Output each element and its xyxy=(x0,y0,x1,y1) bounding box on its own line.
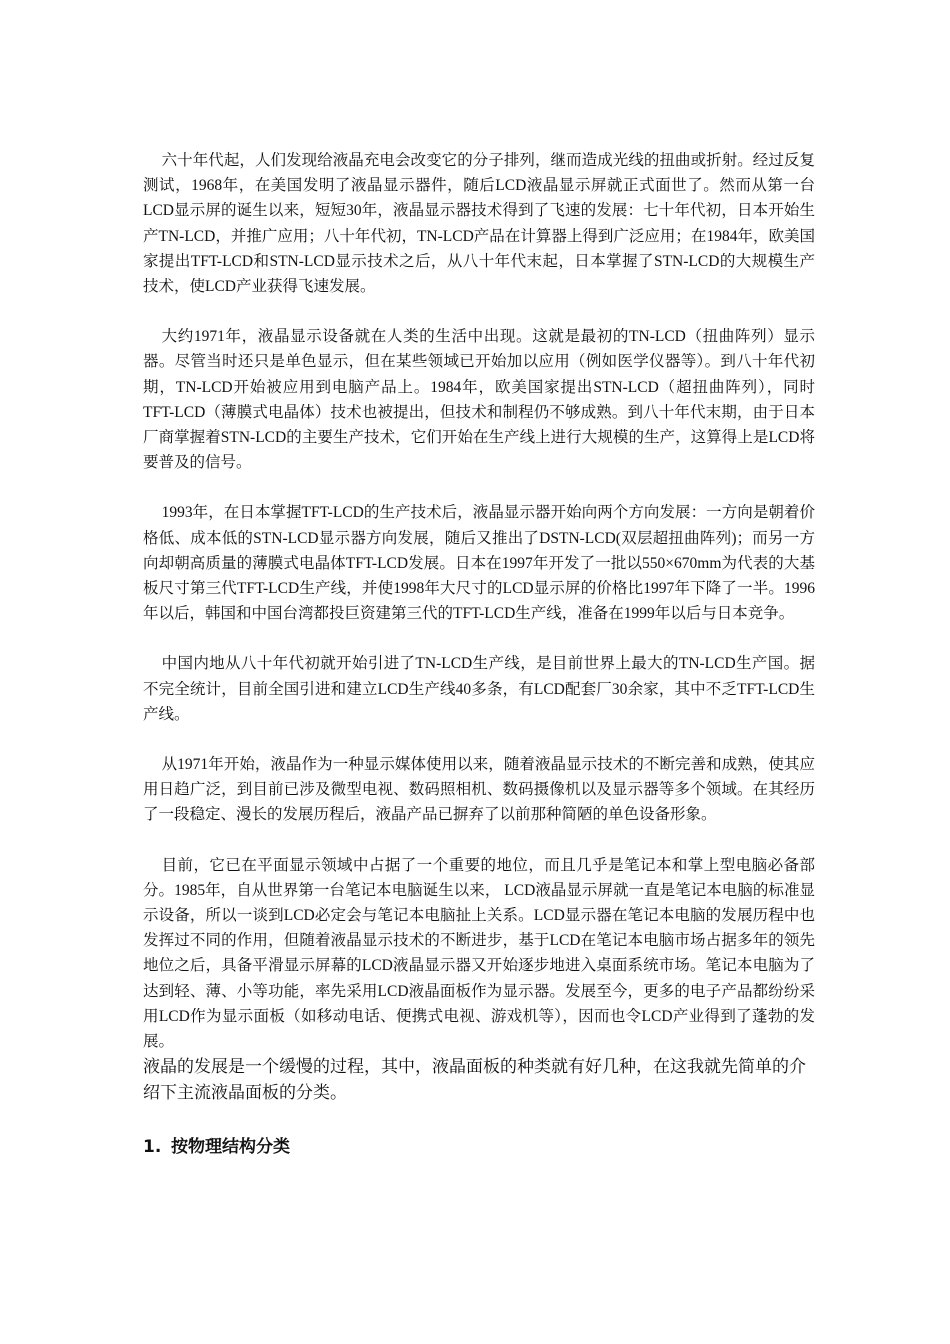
intro-paragraph: 液晶的发展是一个缓慢的过程，其中，液晶面板的种类就有好几种，在这我就先简单的介绍下主流液晶面板的分类。 xyxy=(143,1057,806,1104)
section-number: 1. xyxy=(143,1137,162,1158)
section-title: 按物理结构分类 xyxy=(171,1137,290,1158)
paragraph-china-mainland: 中国内地从八十年代初就开始引进了TN-LCD生产线，是目前世界上最大的TN-LCD生产国。据不完全统计，目前全国引进和建立LCD生产线40多条，有LCD配套厂30余家，其中不乏TFT-LCD生产线。 xyxy=(143,655,815,723)
paragraph-1993-tft-lcd: 1993年，在日本掌握TFT-LCD的生产技术后，液晶显示器开始向两个方向发展：一方向是朝着价格低、成本低的STN-LCD显示器方向发展，随后又推出了DSTN-LCD(双层超扭曲阵列)；而另一方向却朝高质量的薄膜式电晶体TFT-LCD发展。日本在1997年开发了一批以550×670mm为代表的大基板尺寸第三代TFT-LCD生产线，并使1998年大尺寸的LCD显示屏的价格比1997年下降了一半。1996年以后，韩国和中国台湾都投巨资建第三代的TFT-LCD生产线，准备在1999年以后与日本竞争。 xyxy=(143,504,815,623)
paragraph-notebook-display: 目前，它已在平面显示领域中占据了一个重要的地位，而且几乎是笔记本和掌上型电脑必备部分。1985年，自从世界第一台笔记本电脑诞生以来， LCD液晶显示屏就一直是笔记本电脑的标准显示设备，所以一谈到LCD必定会与笔记本电脑扯上关系。LCD显示器在笔记本电脑的发展历程中也发挥过不同的作用，但随着液晶显示技术的不断进步，基于LCD在笔记本电脑市场占据多年的领先地位之后，具备平滑显示屏幕的LCD液晶显示器又开始逐步地进入桌面系统市场。笔记本电脑为了达到轻、薄、小等功能，率先采用LCD液晶面板作为显示器。发展至今，更多的电子产品都纷纷采用LCD作为显示面板（如移动电话、便携式电视、游戏机等），因而也令LCD产业得到了蓬勃的发展。 xyxy=(143,856,815,1051)
document-body xyxy=(143,148,815,1160)
section-heading xyxy=(143,1134,815,1160)
paragraph-1971-tn-lcd: 大约1971年，液晶显示设备就在人类的生活中出现。这就是最初的TN-LCD（扭曲阵列）显示器。尽管当时还只是单色显示，但在某些领域已开始加以应用（例如医学仪器等）。到八十年代初期，TN-LCD开始被应用到电脑产品上。1984年，欧美国家提出STN-LCD（超扭曲阵列），同时TFT-LCD（薄膜式电晶体）技术也被提出，但技术和制程仍不够成熟。到八十年代末期，由于日本厂商掌握着STN-LCD的主要生产技术，它们开始在生产线上进行大规模的生产，这算得上是LCD将要普及的信号。 xyxy=(143,328,815,472)
paragraph-applications: 从1971年开始，液晶作为一种显示媒体使用以来，随着液晶显示技术的不断完善和成熟，使其应用日趋广泛，到目前已涉及微型电视、数码照相机、数码摄像机以及显示器等多个领域。在其经历了一段稳定、漫长的发展历程后，液晶产品已摒弃了以前那种简陋的单色设备形象。 xyxy=(143,756,815,824)
paragraph-1960s-history: 六十年代起，人们发现给液晶充电会改变它的分子排列，继而造成光线的扭曲或折射。经过反复测试，1968年，在美国发明了液晶显示器件，随后LCD液晶显示屏就正式面世了。然而从第一台LCD显示屏的诞生以来，短短30年，液晶显示器技术得到了飞速的发展：七十年代初，日本开始生产TN-LCD，并推广应用；八十年代初，TN-LCD产品在计算器上得到广泛应用；在1984年，欧美国家提出TFT-LCD和STN-LCD显示技术之后，从八十年代末起，日本掌握了STN-LCD的大规模生产技术，使LCD产业获得飞速发展。 xyxy=(143,152,815,296)
